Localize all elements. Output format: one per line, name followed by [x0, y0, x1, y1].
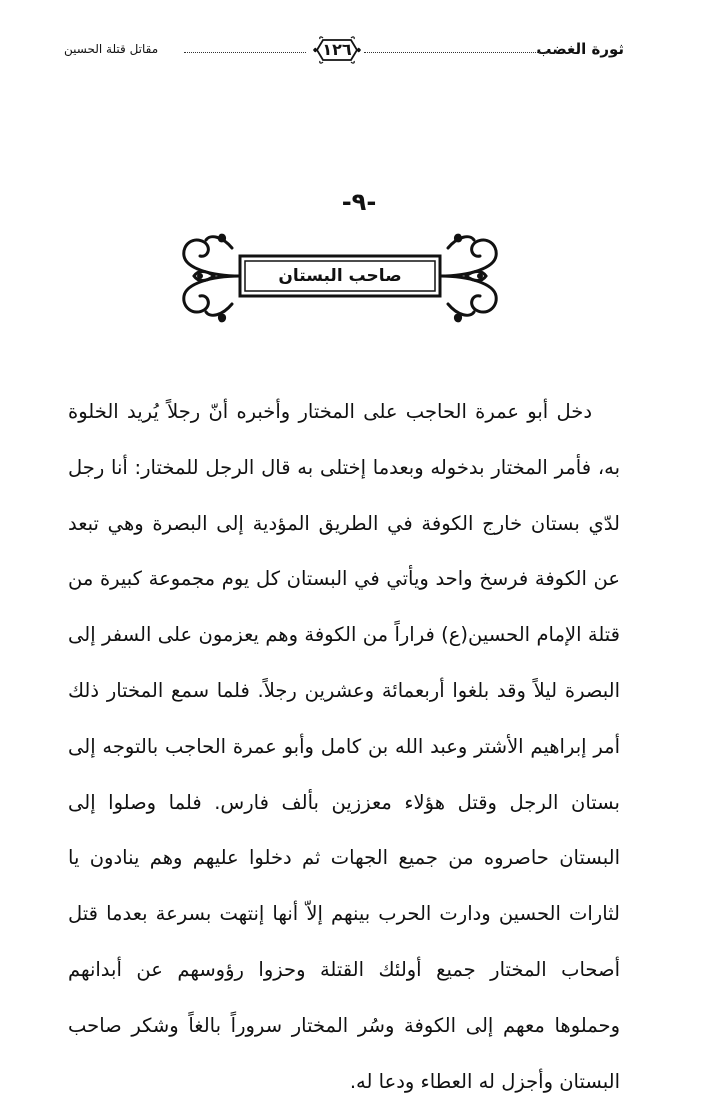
chapter-title-frame	[170, 228, 510, 328]
header-dotted-leader-left	[184, 52, 306, 53]
section-title: مقاتل قتلة الحسين	[64, 42, 159, 56]
body-text	[68, 384, 620, 1109]
chapter-number: -٩-	[341, 188, 377, 216]
book-title: ثورة الغضب	[536, 40, 624, 58]
page-number: ١٢٦	[322, 40, 352, 59]
header-dotted-leader-right	[364, 52, 556, 53]
paragraph: دخل أبو عمرة الحاجب على المختار وأخبره أنّ رجلاً يُريد الخلوة به، فأمر المختار بدخوله وبعدما إختلى به قال الرجل للمختار: أنا رجل لدّي بستان خارج الكوفة في الطريق المؤدية إلى البصرة وهي تبعد عن الكوفة فرسخ واحد ويأتي في البستان كل يوم مجموعة كبيرة من قتلة الإمام الحسين(ع) فراراً من الكوفة وهم يعزمون على السفر إلى البصرة ليلاً وقد بلغوا أربعمائة وعشرين رجلاً. فلما سمع المختار ذلك أمر إبراهيم الأشتر وعبد الله بن كامل وأبو عمرة الحاجب بالتوجه إلى بستان الرجل وقتل هؤلاء معززين بألف فارس. فلما وصلوا إلى البستان حاصروه من جميع الجهات ثم دخلوا عليهم وهم ينادون يا لثارات الحسين ودارت الحرب بينهم إلاّ أنها إنتهت بسرعة بعدما قتل أصحاب المختار جميع أولئك القتلة وحزوا رؤوسهم عن أبدانهم وحملوها معهم إلى الكوفة وسُر المختار سروراً بالغاً وشكر صاحب البستان وأجزل له العطاء ودعا له.	[68, 400, 620, 1093]
chapter-title: صاحب البستان	[278, 266, 402, 286]
page-number-badge	[311, 34, 363, 66]
running-header	[64, 32, 624, 72]
